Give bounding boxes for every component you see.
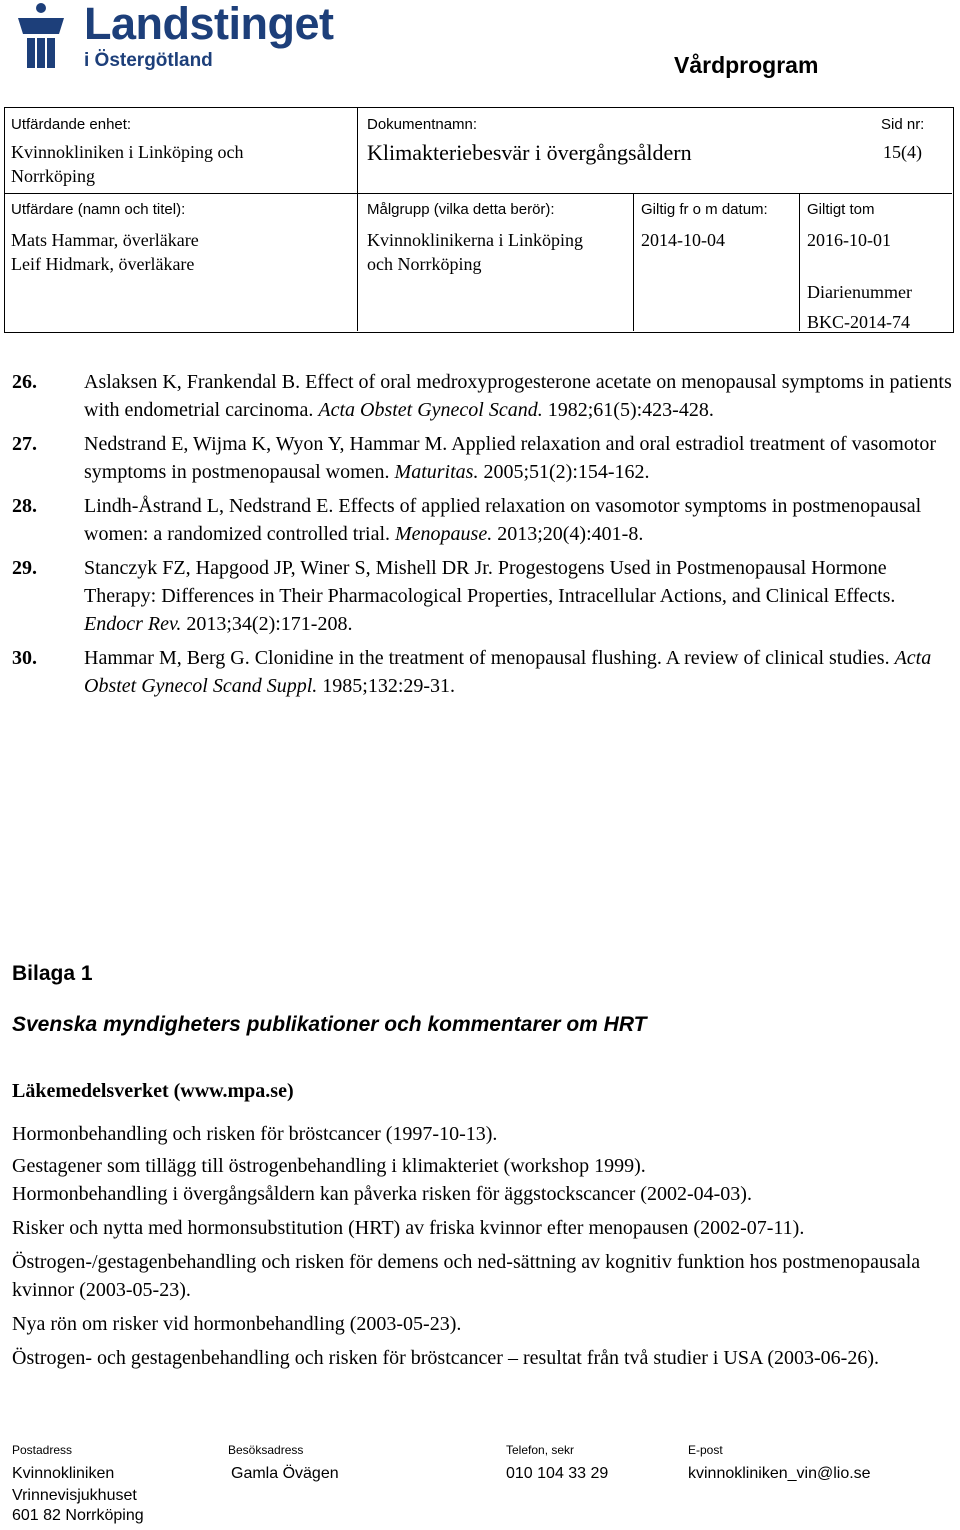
page-label: Sid nr: [881, 116, 925, 133]
audience-line-1: Kvinnoklinikerna i Linköping [367, 230, 583, 250]
reference-journal: Maturitas. [394, 461, 479, 483]
issuer-label: Utfärdande enhet: [11, 116, 132, 133]
table-column-divider [633, 193, 634, 331]
author-line-1: Mats Hammar, överläkare [11, 230, 199, 250]
reference-item [12, 644, 952, 700]
reference-citation: 2013;34(2):171-208. [181, 613, 353, 635]
issuer-line-2: Norrköping [11, 166, 95, 186]
reference-number: 26. [12, 371, 37, 393]
table-column-divider [799, 193, 800, 331]
reference-journal: Acta Obstet Gynecol Scand. [318, 399, 543, 421]
publication-list [12, 1120, 952, 1372]
reference-text: Aslaksen K, Frankendal B. Effect of oral medroxyprogesterone acetate on menopausal symptoms in patients with endometrial carcinoma. [84, 371, 952, 421]
footer-postal-line-3: 601 82 Norrköping [12, 1507, 144, 1524]
reference-number: 27. [12, 433, 37, 455]
audience-line-2: och Norrköping [367, 254, 482, 274]
author-line-2: Leif Hidmark, överläkare [11, 254, 195, 274]
reference-item [12, 368, 952, 424]
table-row-divider [5, 193, 952, 194]
audience-label: Målgrupp (vilka detta berör): [367, 201, 555, 218]
appendix-title: Bilaga 1 [12, 962, 93, 985]
publication-item: Östrogen- och gestagenbehandling och risken för bröstcancer – resultat från två studier i USA (2003-06-26). [12, 1347, 879, 1369]
page-number: 15(4) [883, 142, 922, 162]
publication-item: Risker och nytta med hormonsubstitution (HRT) av friska kvinnor efter menopausen (2002-07-11). [12, 1217, 805, 1239]
reference-journal: Menopause. [395, 523, 493, 545]
footer-visit-address: Gamla Övägen [231, 1465, 339, 1482]
reference-list [12, 368, 952, 706]
docname-label: Dokumentnamn: [367, 116, 478, 133]
footer-email: kvinnokliniken_vin@lio.se [688, 1465, 871, 1482]
footer-postal-line-2: Vrinnevisjukhuset [12, 1487, 137, 1504]
logo-subtitle: i Östergötland [84, 50, 213, 71]
document-header-table [4, 107, 954, 333]
reference-item [12, 492, 952, 548]
reference-citation: 1982;61(5):423-428. [542, 399, 714, 421]
reference-text: Hammar M, Berg G. Clonidine in the treatment of menopausal flushing. A review of clinical studies. [84, 647, 895, 669]
table-column-divider [357, 108, 358, 331]
valid-to-label: Giltigt tom [807, 201, 875, 218]
issuer-line-1: Kvinnokliniken i Linköping och [11, 142, 244, 162]
document-type: Vårdprogram [674, 52, 819, 78]
footer-phone: 010 104 33 29 [506, 1465, 609, 1482]
diary-label: Diarienummer [807, 282, 912, 302]
reference-text: Lindh-Åstrand L, Nedstrand E. Effects of applied relaxation on vasomotor symptoms in postmenopausal women: a randomized controlled trial. [84, 495, 922, 545]
publication-item: Hormonbehandling i övergångsåldern kan påverka risken för äggstockscancer (2002-04-03). [12, 1183, 752, 1205]
reference-number: 29. [12, 557, 37, 579]
reference-number: 30. [12, 647, 37, 669]
reference-citation: 1985;132:29-31. [317, 675, 456, 697]
logo-name: Landstinget [84, 0, 334, 49]
reference-text: Stanczyk FZ, Hapgood JP, Winer S, Mishell DR Jr. Progestogens Used in Postmenopausal Hormone Therapy: Differences in Their Pharmacological Properties, Intracellular Actions, and Clinical Effects. [84, 557, 896, 607]
document-title: Klimakteriebesvär i övergångsåldern [367, 140, 692, 165]
valid-from-date: 2014-10-04 [641, 230, 725, 250]
footer-postal-line-1: Kvinnokliniken [12, 1465, 115, 1482]
appendix-source: Läkemedelsverket (www.mpa.se) [12, 1080, 294, 1102]
appendix-subtitle: Svenska myndigheters publikationer och kommentarer om HRT [12, 1013, 647, 1036]
publication-item: Gestagener som tillägg till östrogenbehandling i klimakteriet (workshop 1999). [12, 1155, 646, 1177]
author-label: Utfärdare (namn och titel): [11, 201, 186, 218]
reference-citation: 2013;20(4):401-8. [492, 523, 644, 545]
reference-journal: Acta Obstet Gynecol Scand Suppl. [84, 647, 932, 697]
footer-postal-label: Postadress [12, 1443, 73, 1457]
reference-item [12, 430, 952, 486]
footer-phone-label: Telefon, sekr [506, 1443, 575, 1457]
valid-from-label: Giltig fr o m datum: [641, 201, 768, 218]
reference-number: 28. [12, 495, 37, 517]
reference-item [12, 554, 952, 638]
publication-item: Hormonbehandling och risken för bröstcancer (1997-10-13). [12, 1123, 498, 1145]
reference-text: Nedstrand E, Wijma K, Wyon Y, Hammar M. Applied relaxation and oral estradiol treatment of vasomotor symptoms in postmenopausal women. [84, 433, 937, 483]
publication-item: Nya rön om risker vid hormonbehandling (2003-05-23). [12, 1313, 462, 1335]
reference-journal: Endocr Rev. [84, 613, 182, 635]
valid-to-date: 2016-10-01 [807, 230, 891, 250]
footer-email-label: E-post [688, 1443, 723, 1457]
landstinget-logo-icon [10, 2, 72, 70]
footer-visit-label: Besöksadress [228, 1443, 304, 1457]
reference-citation: 2005;51(2):154-162. [478, 461, 650, 483]
diary-number: BKC-2014-74 [807, 312, 910, 332]
publication-item: Östrogen-/gestagenbehandling och risken för demens och ned-sättning av kognitiv funktion hos postmenopausala kvinnor (2003-05-23). [12, 1251, 921, 1301]
